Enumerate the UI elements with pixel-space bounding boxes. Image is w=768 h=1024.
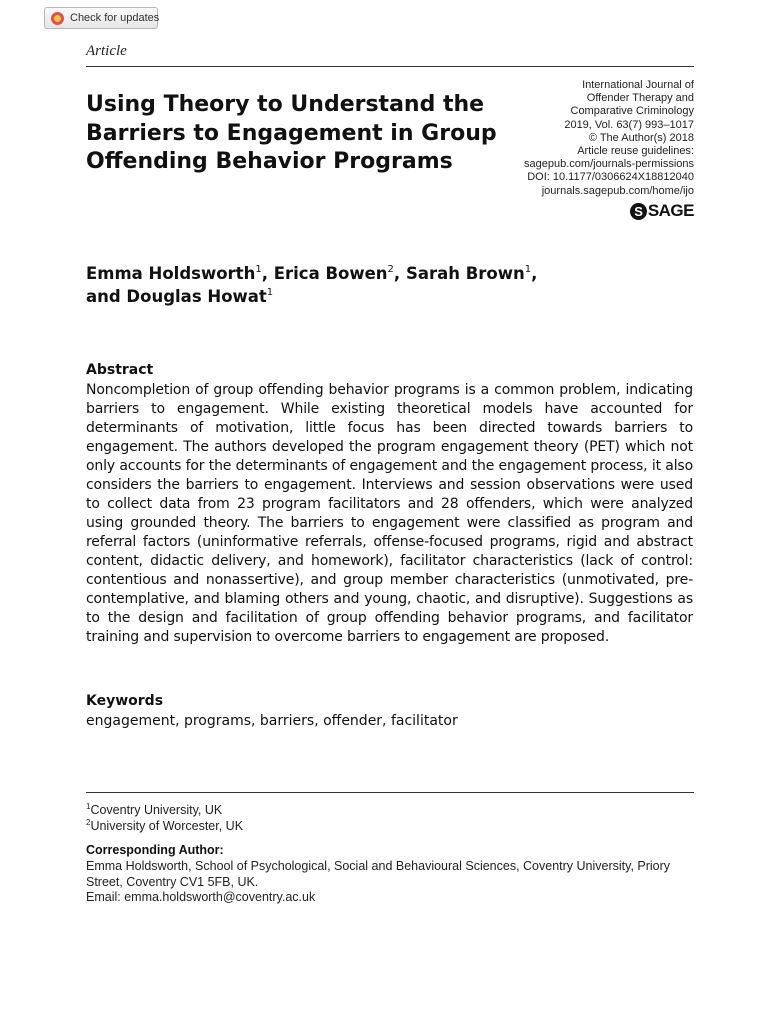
keywords-text: engagement, programs, barriers, offender, facilitator	[86, 713, 458, 729]
journal-info	[474, 79, 694, 198]
affiliation-2	[86, 818, 243, 834]
author-affil-marker: 1	[524, 264, 532, 275]
author-separator: ,	[393, 264, 406, 283]
affiliation-1	[86, 802, 222, 818]
abstract-heading: Abstract	[86, 362, 154, 378]
journal-info-line: International Journal of	[582, 79, 694, 91]
article-title: Using Theory to Understand the Barriers to Engagement in Group Offending Behavior Programs	[86, 92, 497, 174]
author-name: Emma Holdsworth	[86, 264, 256, 283]
reuse-guidelines-label: Article reuse guidelines:	[577, 145, 694, 158]
affiliation-text: Coventry University, UK	[90, 803, 223, 817]
doi-line[interactable]: DOI: 10.1177/0306624X18812040	[527, 171, 694, 184]
check-for-updates-button[interactable]	[44, 7, 158, 29]
author-name: and Douglas Howat	[86, 287, 267, 306]
journal-info-line: Comparative Criminology	[570, 105, 694, 118]
sage-logo-text: SAGE	[647, 201, 694, 220]
affiliation-text: University of Worcester, UK	[90, 819, 244, 833]
journal-info-line: Offender Therapy and	[586, 92, 694, 105]
author-affil-marker: 1	[266, 287, 274, 298]
article-type-label: Article	[86, 43, 127, 59]
author-separator: ,	[531, 264, 538, 283]
keywords-heading: Keywords	[86, 693, 164, 709]
corresponding-author-email[interactable]: Email: emma.holdsworth@coventry.ac.uk	[86, 890, 316, 904]
journal-home-link[interactable]: journals.sagepub.com/home/ijo	[541, 184, 694, 197]
author-affil-marker: 2	[387, 264, 394, 275]
check-for-updates-label: Check for updates	[70, 12, 160, 24]
author-name: Erica Bowen	[273, 264, 388, 283]
abstract-text: Noncompletion of group offending behavior programs is a common problem, indicating barriers to engagement. While existing theoretical models have accounted for determinants of motivation, little focus has been directed towards barriers to engagement. The authors developed the program engagement theory (PET) which not only accounts for the determinants of engagement and the engagement process, it also considers the barriers to engagement. Interviews and session observations were used to collect data from 23 program facilitators and 28 offenders, which were analyzed using grounded theory. The barriers to engagement were classified as program and referral factors (uninformative referrals, offense-focused programs, rigid and abstract content, didactic delivery, and homework), facilitator characteristics (lack of control: contentious and nonassertive), and group member characteristics (unmotivated, pre-contemplative, and blaming others and young, chaotic, and disruptive). Suggestions as to the design and facilitation of group offending behavior programs, and facilitator training and supervision to overcome barriers to engagement are proposed.	[86, 382, 693, 645]
journal-volume-line: 2019, Vol. 63(7) 993–1017	[564, 118, 694, 131]
copyright-line: © The Author(s) 2018	[588, 131, 694, 144]
affiliation-marker: 2	[86, 818, 91, 827]
crossmark-icon	[51, 12, 64, 25]
header-divider	[86, 66, 694, 67]
corresponding-author-address: Emma Holdsworth, School of Psychological, Social and Behavioural Sciences, Coventry University, Priory Street, Coventry CV1 5FB, UK.	[86, 859, 671, 889]
author-separator: ,	[261, 264, 274, 283]
corresponding-author-heading: Corresponding Author:	[86, 843, 224, 857]
affiliation-marker: 1	[86, 802, 91, 811]
author-name: Sarah Brown	[405, 264, 525, 283]
permissions-link[interactable]: sagepub.com/journals-permissions	[524, 158, 694, 171]
author-affil-marker: 1	[255, 264, 262, 275]
author-list	[86, 262, 646, 308]
sage-logo	[630, 201, 694, 221]
sage-s-icon: S	[630, 203, 647, 220]
footnote-divider	[86, 792, 694, 793]
